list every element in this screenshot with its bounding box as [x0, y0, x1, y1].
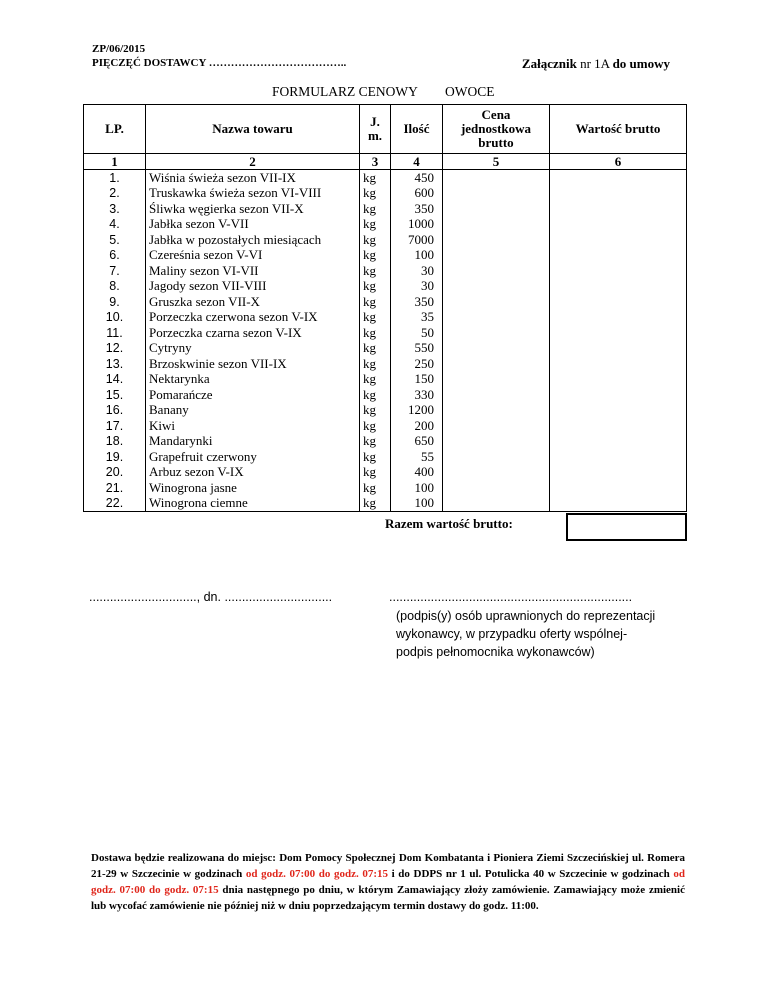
unit-price-cell[interactable]	[443, 263, 550, 279]
unit-price-cell[interactable]	[443, 325, 550, 341]
product-name: Cytryny	[146, 341, 360, 357]
unit-price-cell[interactable]	[443, 232, 550, 248]
column-header: Nazwa towaru	[146, 105, 360, 154]
quantity: 100	[391, 496, 443, 512]
unit-price-cell[interactable]	[443, 201, 550, 217]
gross-value-cell[interactable]	[550, 232, 687, 248]
total-value-field[interactable]	[566, 513, 687, 541]
table-row	[84, 201, 687, 217]
quantity: 7000	[391, 232, 443, 248]
product-name: Gruszka sezon VII-X	[146, 294, 360, 310]
column-number-row	[84, 154, 687, 170]
unit: kg	[360, 186, 391, 202]
product-name: Brzoskwinie sezon VII-IX	[146, 356, 360, 372]
row-number: 14.	[84, 372, 146, 388]
unit-price-cell[interactable]	[443, 170, 550, 186]
row-number: 17.	[84, 418, 146, 434]
table-row	[84, 449, 687, 465]
column-number: 5	[443, 154, 550, 170]
row-number: 18.	[84, 434, 146, 450]
unit: kg	[360, 263, 391, 279]
unit: kg	[360, 480, 391, 496]
place-date-line: ..............................., dn. ...............................	[89, 590, 333, 604]
table-row	[84, 217, 687, 233]
delivery-text: i do DDPS nr 1 ul. Potulicka 40 w Szczecinie w godzinach	[388, 868, 674, 880]
delivery-text: dnia następnego po dniu, w którym Zamawiający złoży zamówienie. Zamawiający może zmienić lub wycofać zamówienie nie później niż w dniu poprzedzającym termin dostawy do godz. 11:00.	[91, 884, 685, 912]
row-number: 7.	[84, 263, 146, 279]
table-row	[84, 341, 687, 357]
row-number: 5.	[84, 232, 146, 248]
row-number: 15.	[84, 387, 146, 403]
unit: kg	[360, 232, 391, 248]
table-row	[84, 418, 687, 434]
table-header-row	[84, 105, 687, 154]
table-row	[84, 186, 687, 202]
unit-price-cell[interactable]	[443, 434, 550, 450]
column-header: Ilość	[391, 105, 443, 154]
gross-value-cell[interactable]	[550, 387, 687, 403]
form-category: OWOCE	[445, 84, 495, 99]
signature-caption-line: podpis pełnomocnika wykonawców)	[396, 645, 595, 659]
column-number: 3	[360, 154, 391, 170]
signature-caption-line: wykonawcy, w przypadku oferty wspólnej-	[396, 627, 628, 641]
delivery-terms	[91, 850, 685, 914]
price-table-body	[84, 105, 687, 512]
unit-price-cell[interactable]	[443, 217, 550, 233]
product-name: Nektarynka	[146, 372, 360, 388]
gross-value-cell[interactable]	[550, 294, 687, 310]
table-row	[84, 263, 687, 279]
unit: kg	[360, 356, 391, 372]
table-row	[84, 294, 687, 310]
gross-value-cell[interactable]	[550, 341, 687, 357]
row-number: 11.	[84, 325, 146, 341]
table-row	[84, 325, 687, 341]
quantity: 550	[391, 341, 443, 357]
product-name: Banany	[146, 403, 360, 419]
gross-value-cell[interactable]	[550, 248, 687, 264]
unit: kg	[360, 279, 391, 295]
gross-value-cell[interactable]	[550, 170, 687, 186]
signature-caption	[396, 607, 696, 661]
unit-price-cell[interactable]	[443, 372, 550, 388]
row-number: 3.	[84, 201, 146, 217]
table-row	[84, 248, 687, 264]
unit: kg	[360, 248, 391, 264]
delivery-text: Dostawa będzie realizowana do miejsc: Dom Pomocy Społecznej Dom Kombatanta i Pioniera Ziemi Szczecińskiej ul. Romera 21-29 w Szczecinie w godzinach	[91, 852, 685, 880]
quantity: 330	[391, 387, 443, 403]
column-number: 2	[146, 154, 360, 170]
product-name: Mandarynki	[146, 434, 360, 450]
unit: kg	[360, 310, 391, 326]
unit-price-cell[interactable]	[443, 387, 550, 403]
unit-price-cell[interactable]	[443, 496, 550, 512]
quantity: 1200	[391, 403, 443, 419]
price-table	[83, 104, 687, 512]
row-number: 10.	[84, 310, 146, 326]
gross-value-cell[interactable]	[550, 310, 687, 326]
column-header: J. m.	[360, 105, 391, 154]
attachment-label	[500, 56, 670, 72]
supplier-stamp-label: PIĘCZĘĆ DOSTAWCY ………………………………..	[92, 57, 347, 69]
unit: kg	[360, 496, 391, 512]
product-name: Winogrona ciemne	[146, 496, 360, 512]
gross-value-cell[interactable]	[550, 372, 687, 388]
gross-value-cell[interactable]	[550, 403, 687, 419]
gross-value-cell[interactable]	[550, 418, 687, 434]
quantity: 150	[391, 372, 443, 388]
product-name: Pomarańcze	[146, 387, 360, 403]
unit: kg	[360, 403, 391, 419]
unit-price-cell[interactable]	[443, 465, 550, 481]
product-name: Kiwi	[146, 418, 360, 434]
product-name: Jagody sezon VII-VIII	[146, 279, 360, 295]
quantity: 650	[391, 434, 443, 450]
unit: kg	[360, 294, 391, 310]
table-row	[84, 170, 687, 186]
product-name: Arbuz sezon V-IX	[146, 465, 360, 481]
gross-value-cell[interactable]	[550, 279, 687, 295]
quantity: 100	[391, 248, 443, 264]
row-number: 16.	[84, 403, 146, 419]
unit: kg	[360, 449, 391, 465]
table-row	[84, 356, 687, 372]
unit: kg	[360, 418, 391, 434]
gross-value-cell[interactable]	[550, 217, 687, 233]
table-row	[84, 279, 687, 295]
unit-price-cell[interactable]	[443, 356, 550, 372]
quantity: 100	[391, 480, 443, 496]
quantity: 55	[391, 449, 443, 465]
column-header: LP.	[84, 105, 146, 154]
attachment-suffix: do umowy	[612, 56, 670, 71]
unit-price-cell[interactable]	[443, 341, 550, 357]
unit-price-cell[interactable]	[443, 480, 550, 496]
unit-price-cell[interactable]	[443, 403, 550, 419]
delivery-hours-2: od godz. 07:00 do godz. 07:15	[91, 868, 685, 896]
column-number: 1	[84, 154, 146, 170]
unit-price-cell[interactable]	[443, 418, 550, 434]
table-row	[84, 465, 687, 481]
gross-value-cell[interactable]	[550, 434, 687, 450]
quantity: 600	[391, 186, 443, 202]
unit: kg	[360, 372, 391, 388]
gross-value-cell[interactable]	[550, 263, 687, 279]
gross-value-cell[interactable]	[550, 449, 687, 465]
product-name: Winogrona jasne	[146, 480, 360, 496]
attachment-number: nr 1A	[576, 56, 613, 71]
table-row	[84, 310, 687, 326]
unit: kg	[360, 434, 391, 450]
signature-line: ......................................................................	[389, 590, 633, 604]
row-number: 19.	[84, 449, 146, 465]
gross-value-cell[interactable]	[550, 201, 687, 217]
unit-price-cell[interactable]	[443, 294, 550, 310]
row-number: 22.	[84, 496, 146, 512]
unit-price-cell[interactable]	[443, 186, 550, 202]
gross-value-cell[interactable]	[550, 496, 687, 512]
row-number: 1.	[84, 170, 146, 186]
quantity: 35	[391, 310, 443, 326]
total-label: Razem wartość brutto:	[385, 516, 513, 531]
gross-value-cell[interactable]	[550, 356, 687, 372]
row-number: 21.	[84, 480, 146, 496]
product-name: Śliwka węgierka sezon VII-X	[146, 201, 360, 217]
gross-value-cell[interactable]	[550, 465, 687, 481]
unit: kg	[360, 201, 391, 217]
quantity: 250	[391, 356, 443, 372]
quantity: 30	[391, 279, 443, 295]
row-number: 20.	[84, 465, 146, 481]
unit: kg	[360, 387, 391, 403]
quantity: 350	[391, 201, 443, 217]
column-header: Wartość brutto	[550, 105, 687, 154]
table-row	[84, 496, 687, 512]
unit: kg	[360, 465, 391, 481]
quantity: 200	[391, 418, 443, 434]
row-number: 8.	[84, 279, 146, 295]
table-row	[84, 387, 687, 403]
unit: kg	[360, 170, 391, 186]
unit-price-cell[interactable]	[443, 248, 550, 264]
table-row	[84, 434, 687, 450]
product-name: Jabłka sezon V-VII	[146, 217, 360, 233]
table-row	[84, 480, 687, 496]
product-name: Jabłka w pozostałych miesiącach	[146, 232, 360, 248]
unit-price-cell[interactable]	[443, 310, 550, 326]
gross-value-cell[interactable]	[550, 480, 687, 496]
product-name: Wiśnia świeża sezon VII-IX	[146, 170, 360, 186]
quantity: 450	[391, 170, 443, 186]
gross-value-cell[interactable]	[550, 186, 687, 202]
unit-price-cell[interactable]	[443, 279, 550, 295]
quantity: 400	[391, 465, 443, 481]
row-number: 12.	[84, 341, 146, 357]
signature-caption-line: (podpis(y) osób uprawnionych do reprezentacji	[396, 609, 656, 623]
table-row	[84, 232, 687, 248]
row-number: 6.	[84, 248, 146, 264]
table-row	[84, 403, 687, 419]
column-number: 6	[550, 154, 687, 170]
quantity: 1000	[391, 217, 443, 233]
form-title: FORMULARZ CENOWY	[272, 84, 418, 99]
column-number: 4	[391, 154, 443, 170]
quantity: 50	[391, 325, 443, 341]
quantity: 350	[391, 294, 443, 310]
product-name: Porzeczka czarna sezon V-IX	[146, 325, 360, 341]
product-name: Czereśnia sezon V-VI	[146, 248, 360, 264]
unit: kg	[360, 325, 391, 341]
product-name: Truskawka świeża sezon VI-VIII	[146, 186, 360, 202]
document-code: ZP/06/2015	[92, 43, 146, 55]
row-number: 2.	[84, 186, 146, 202]
gross-value-cell[interactable]	[550, 325, 687, 341]
product-name: Porzeczka czerwona sezon V-IX	[146, 310, 360, 326]
row-number: 4.	[84, 217, 146, 233]
row-number: 13.	[84, 356, 146, 372]
product-name: Grapefruit czerwony	[146, 449, 360, 465]
table-row	[84, 372, 687, 388]
delivery-hours-1: od godz. 07:00 do godz. 07:15	[245, 868, 389, 880]
row-number: 9.	[84, 294, 146, 310]
unit: kg	[360, 341, 391, 357]
quantity: 30	[391, 263, 443, 279]
unit-price-cell[interactable]	[443, 449, 550, 465]
product-name: Maliny sezon VI-VII	[146, 263, 360, 279]
document-header	[92, 42, 346, 70]
column-header: Cena jednostkowa brutto	[443, 105, 550, 154]
unit: kg	[360, 217, 391, 233]
attachment-word: Załącznik	[521, 56, 577, 71]
